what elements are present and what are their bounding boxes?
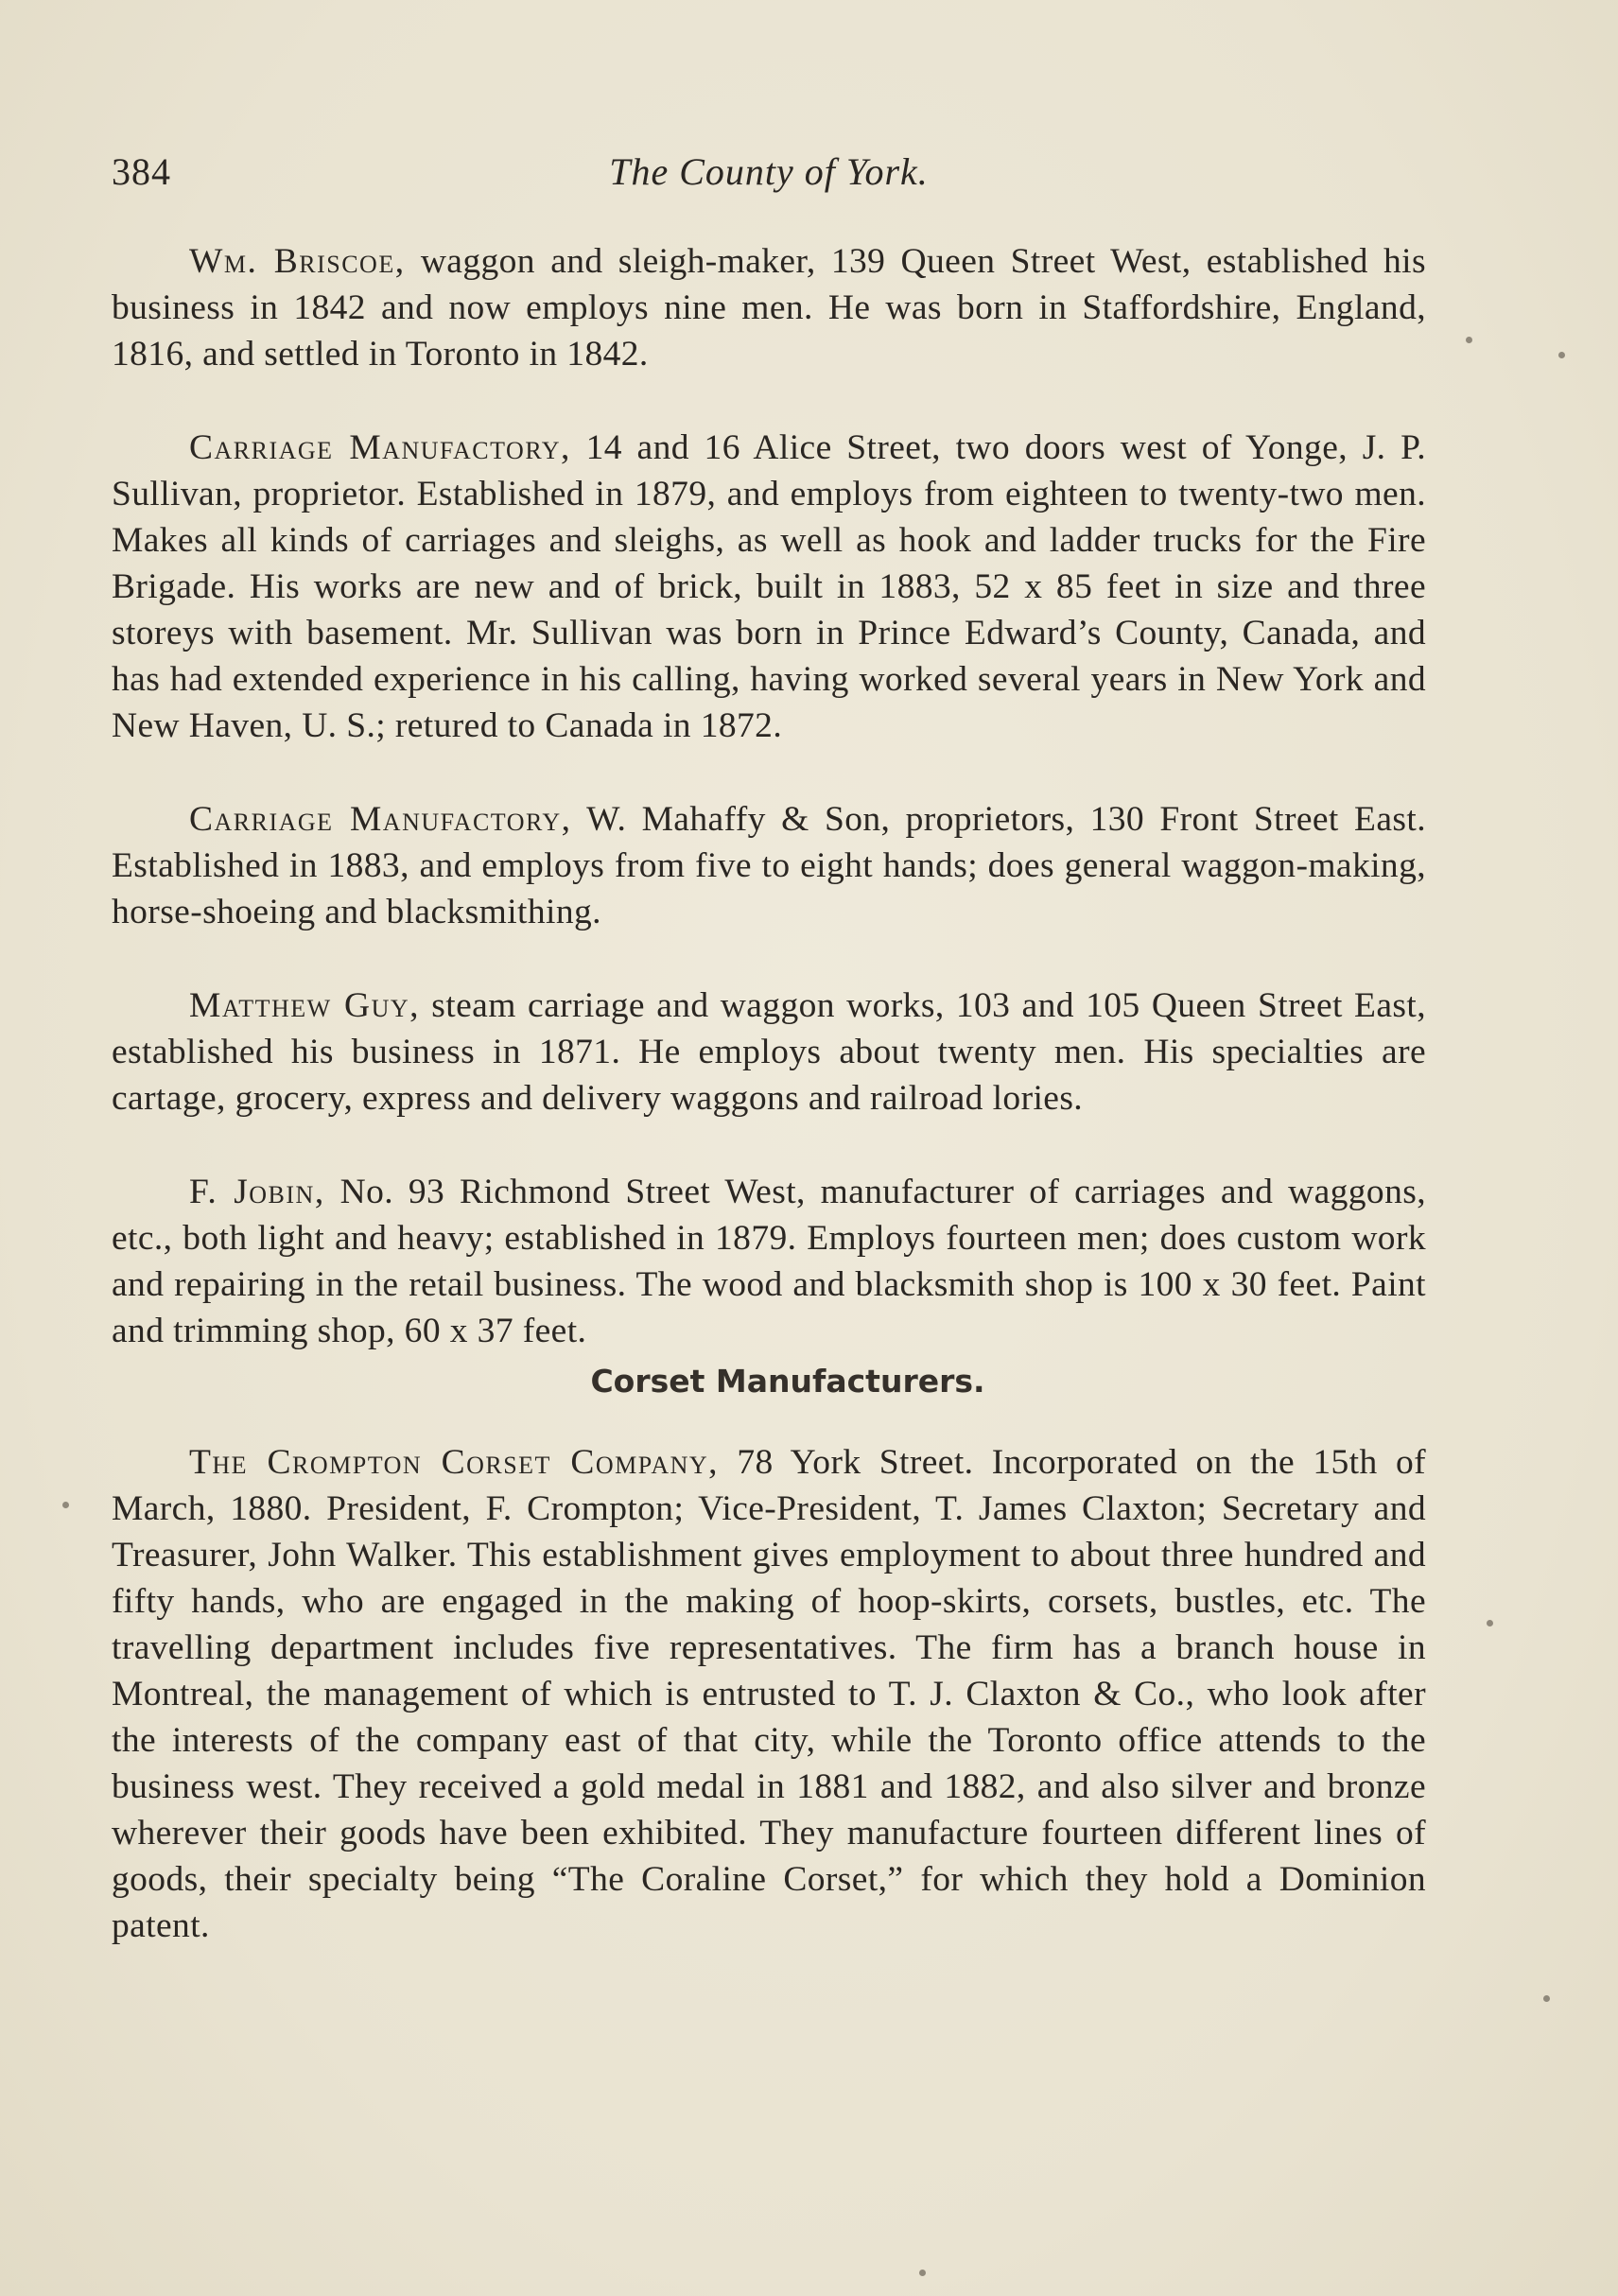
entry-text: steam carriage and waggon works, 103 and 105 Queen Street East, established his business in 1871. He employs about twenty men. His specialties are cartage, grocery, express and delivery waggons and railroad lories.	[112, 986, 1426, 1118]
entry-lead: Matthew Guy,	[189, 986, 421, 1025]
entry-text: W. Mahaffy & Son, proprietors, 130 Front Street East. Established in 1883, and employs from five to eight hands; does general waggon-making, horse-shoeing and blacksmithing.	[112, 800, 1426, 931]
paper-speck	[62, 1502, 69, 1508]
page-header	[112, 149, 1426, 206]
page-number: 384	[112, 150, 171, 193]
entry-paragraph-jobin	[112, 1169, 1426, 1354]
paper-speck	[1543, 1995, 1550, 2002]
paper-speck	[919, 2270, 926, 2276]
entry-text: 78 York Street. Incorporated on the 15th of March, 1880. President, F. Crompton; Vice-President, T. James Claxton; Secretary and Treasurer, John Walker. This establishment gives employment to about three hundred and fifty hands, who are engaged in the making of hoop-skirts, corsets, bustles, etc. The travelling department includes five representatives. The firm has a branch house in Montreal, the management of which is entrusted to T. J. Claxton & Co., who look after the interests of the company east of that city, while the Toronto office attends to the business west. They received a gold medal in 1881 and 1882, and also silver and bronze wherever their goods have been exhibited. They manufacture fourteen different lines of goods, their specialty being “The Coraline Corset,” for which they hold a Dominion patent.	[112, 1443, 1427, 1945]
entry-lead: Wm. Briscoe,	[189, 242, 406, 281]
entry-lead: The Crompton Corset Company,	[189, 1443, 720, 1482]
entry-text: waggon and sleigh-maker, 139 Queen Street West, established his business in 1842 and now employs nine men. He was born in Staffordshire, England, 1816, and settled in Toronto in 1842.	[112, 242, 1426, 374]
paper-speck	[1558, 352, 1565, 358]
running-title: The County of York.	[609, 150, 929, 193]
entry-paragraph-sullivan	[112, 425, 1426, 749]
entry-paragraph-briscoe	[112, 238, 1426, 377]
entry-text: 14 and 16 Alice Street, two doors west of Yonge, J. P. Sullivan, proprietor. Established in 1879, and employs from eighteen to twenty-two men. Makes all kinds of carriages and sleighs, as well as hook and ladder trucks for the Fire Brigade. His works are new and of brick, built in 1883, 52 x 85 feet in size and three storeys with basement. Mr. Sullivan was born in Prince Edward’s County, Canada, and has had extended experience in his calling, having worked several years in New York and New Haven, U. S.; retured to Canada in 1872.	[112, 428, 1426, 745]
entry-paragraph-mahaffy	[112, 796, 1426, 935]
section-heading: Corset Manufacturers.	[590, 1363, 985, 1400]
entry-text: No. 93 Richmond Street West, manufacturer of carriages and waggons, etc., both light and heavy; established in 1879. Employs fourteen men; does custom work and repairing in the retail business. The wood and blacksmith shop is 100 x 30 feet. Paint and trimming shop, 60 x 37 feet.	[112, 1173, 1426, 1350]
entry-lead: Carriage Manufactory,	[189, 428, 571, 467]
entry-paragraph-crompton	[112, 1439, 1426, 1949]
paper-speck	[1487, 1620, 1493, 1626]
entry-lead: F. Jobin,	[189, 1173, 325, 1211]
entry-lead: Carriage Manufactory,	[189, 800, 572, 839]
paper-speck	[1466, 337, 1472, 343]
entry-paragraph-guy	[112, 983, 1426, 1122]
page-body	[112, 238, 1426, 1996]
